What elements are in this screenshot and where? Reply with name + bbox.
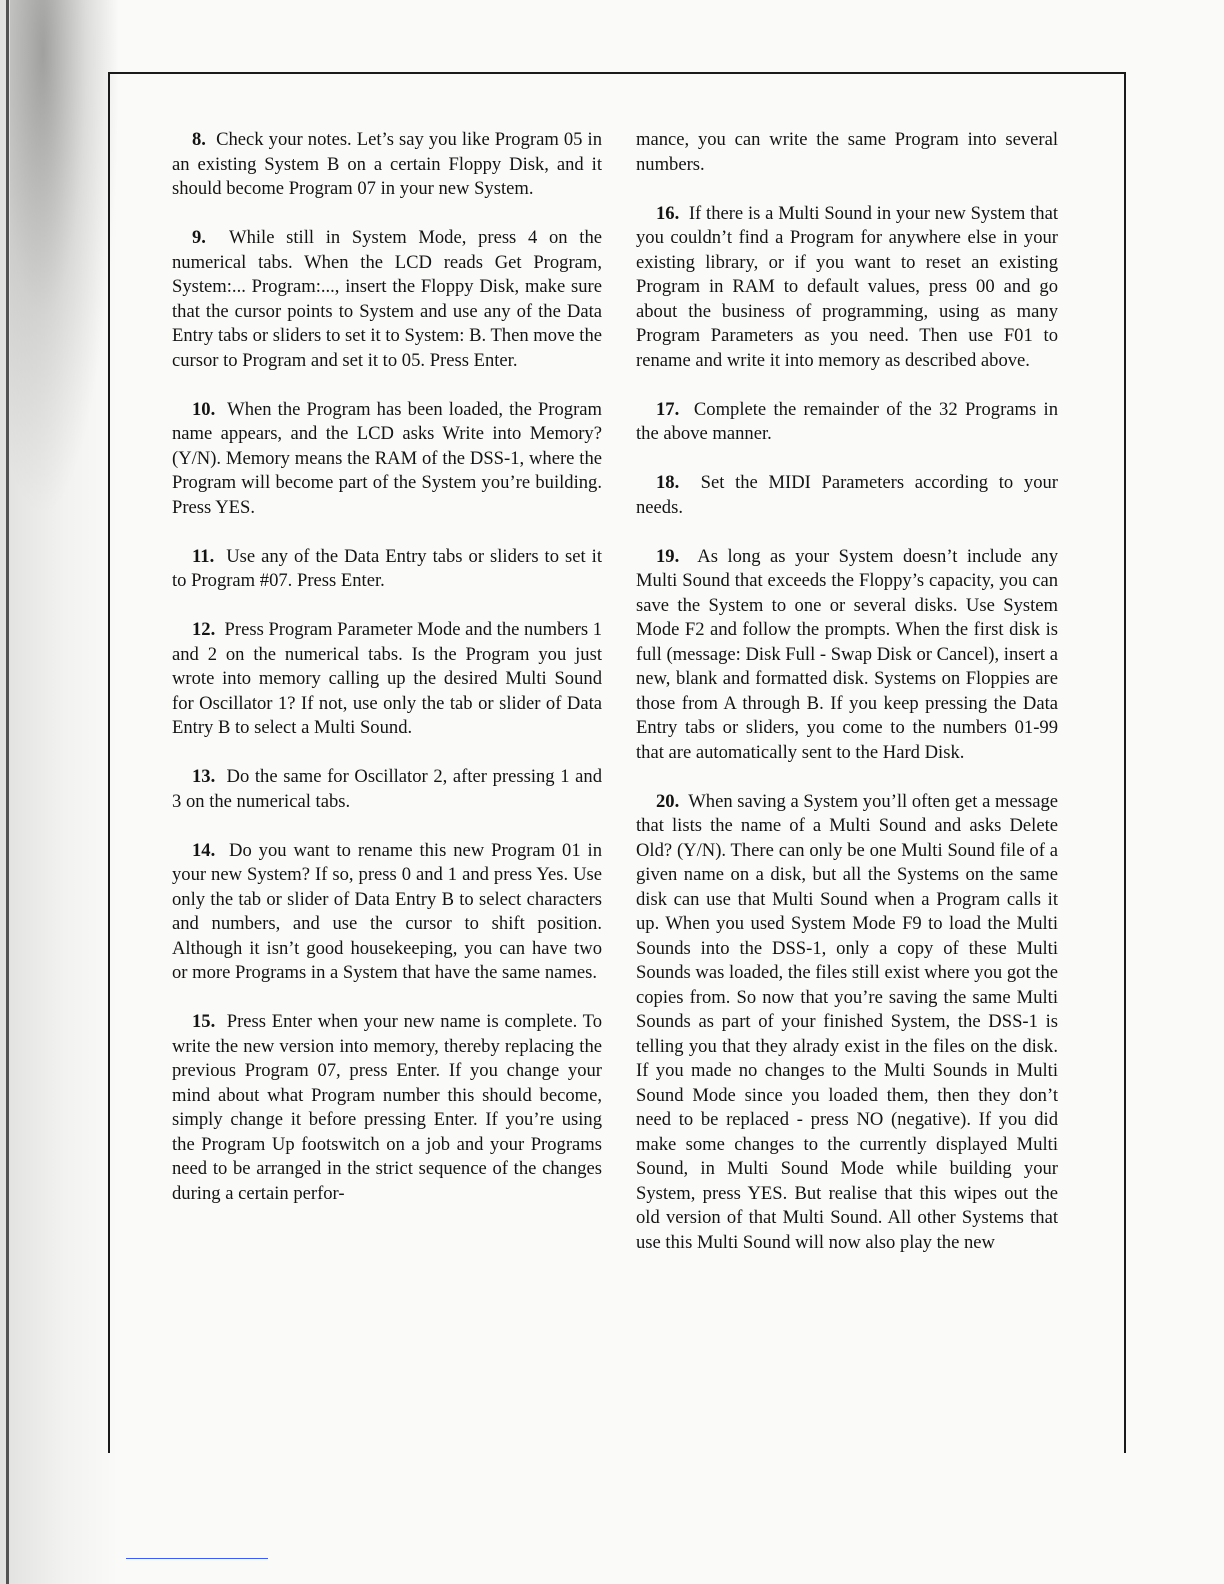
paragraph-10: 10. When the Program has been loaded, the Program name appears, and the LCD asks Write into Memory? (Y/N). Memory means the RAM of the DSS-1, where the Program will become part of the System you’re building. Press YES. <box>172 398 602 518</box>
paragraph-17: 17. Complete the remainder of the 32 Programs in the above manner. <box>636 398 1059 444</box>
paragraph-14: 14. Do you want to rename this new Program 01 in your new System? If so, press 0 and 1 and press Yes. Use only the tab or slider of Data Entry B to select characters and numbers, and use the cursor to shift position. Although it isn’t good housekeeping, you can have two or more Programs in a System that have the same names. <box>172 839 602 983</box>
paragraph-15: 15. Press Enter when your new name is complete. To write the new version into memory, thereby replacing the previous Program 07, press Enter. If you change your mind about what Program number this should become, simply change it before pressing Enter. If you’re using the Program Up footswitch on a job and your Programs need to be arranged in the strict sequence of the changes during a certain perfor- <box>172 1011 602 1204</box>
paragraph-19: 19. As long as your System doesn’t include any Multi Sound that exceeds the Floppy’s capacity, you can save the System to one or several disks. Use System Mode F2 and follow the prompts. When the first disk is full (message: Disk Full - Swap Disk or Cancel), insert a new, blank and formatted disk. Systems on Floppies are those from A through B. If you keep pressing the Data Entry tabs or sliders, you come to the numbers 01-99 that are automatically sent to the Hard Disk. <box>636 545 1058 763</box>
bottom-rule <box>126 1558 268 1559</box>
paragraph-13: 13. Do the same for Oscillator 2, after pressing 1 and 3 on the numerical tabs. <box>172 766 603 812</box>
paragraph-12: 12. Press Program Parameter Mode and the numbers 1 and 2 on the numerical tabs. Is the Program you just wrote into memory calling up the desired Multi Sound for Oscillator 1? If not, use only the tab or slider of Data Entry B to select a Multi Sound. <box>172 619 603 738</box>
binding-blot <box>10 0 120 520</box>
right-column <box>636 128 1058 1280</box>
paragraph-9: 9. While still in System Mode, press 4 on the numerical tabs. When the LCD reads Get Program, System:... Program:..., insert the Floppy Disk, make sure that the cursor points to System and use any of the Data Entry tabs or sliders to set it to System: B. Then move the cursor to Program and set it to 05. Press Enter. <box>172 227 602 371</box>
paragraph-20: 20. When saving a System you’ll often get a message that lists the name of a Multi Sound and asks Delete Old? (Y/N). There can only be one Multi Sound file of a given name on a disk, but all the Systems on the same disk can use that Multi Sound when a Program calls it up. When you used System Mode F9 to load the Multi Sounds into the DSS-1, only a copy of these Multi Sounds was loaded, the files still exist where you got the copies from. So now that you’re saving the same Multi Sounds as part of your finished System, the DSS-1 is telling you that they alrady exist in the files on the disk. If you made no changes to the Multi Sounds in Multi Sound Mode since you loaded them, then they don’t need to be replaced - press NO (negative). If you did make some changes to the currently displayed Multi Sound, in Multi Sound Mode while building your System, press YES. But realise that this wipes out the old version of that Multi Sound. All other Systems that use this Multi Sound will now also play the new <box>636 790 1058 1253</box>
paragraph-11: 11. Use any of the Data Entry tabs or sliders to set it to Program #07. Press Enter. <box>172 545 602 591</box>
paragraph-8: 8. Check your notes. Let’s say you like Program 05 in an existing System B on a certain Floppy Disk, and it should become Program 07 in your new System. <box>172 129 602 199</box>
paragraph-16: 16. If there is a Multi Sound in your new System that you couldn’t find a Program for anywhere else in your existing library, or if you want to reset an existing Program in RAM to default values, press 00 and go about the business of programming, using as many Program Parameters as you need. Then use F01 to rename and write it into memory as described above. <box>636 202 1059 371</box>
paragraph-18: 18. Set the MIDI Parameters according to your needs. <box>636 472 1058 518</box>
paragraph-15-continued: mance, you can write the same Program into several numbers. <box>636 129 1058 175</box>
left-column <box>172 128 602 1231</box>
binding-edge <box>6 0 9 1584</box>
